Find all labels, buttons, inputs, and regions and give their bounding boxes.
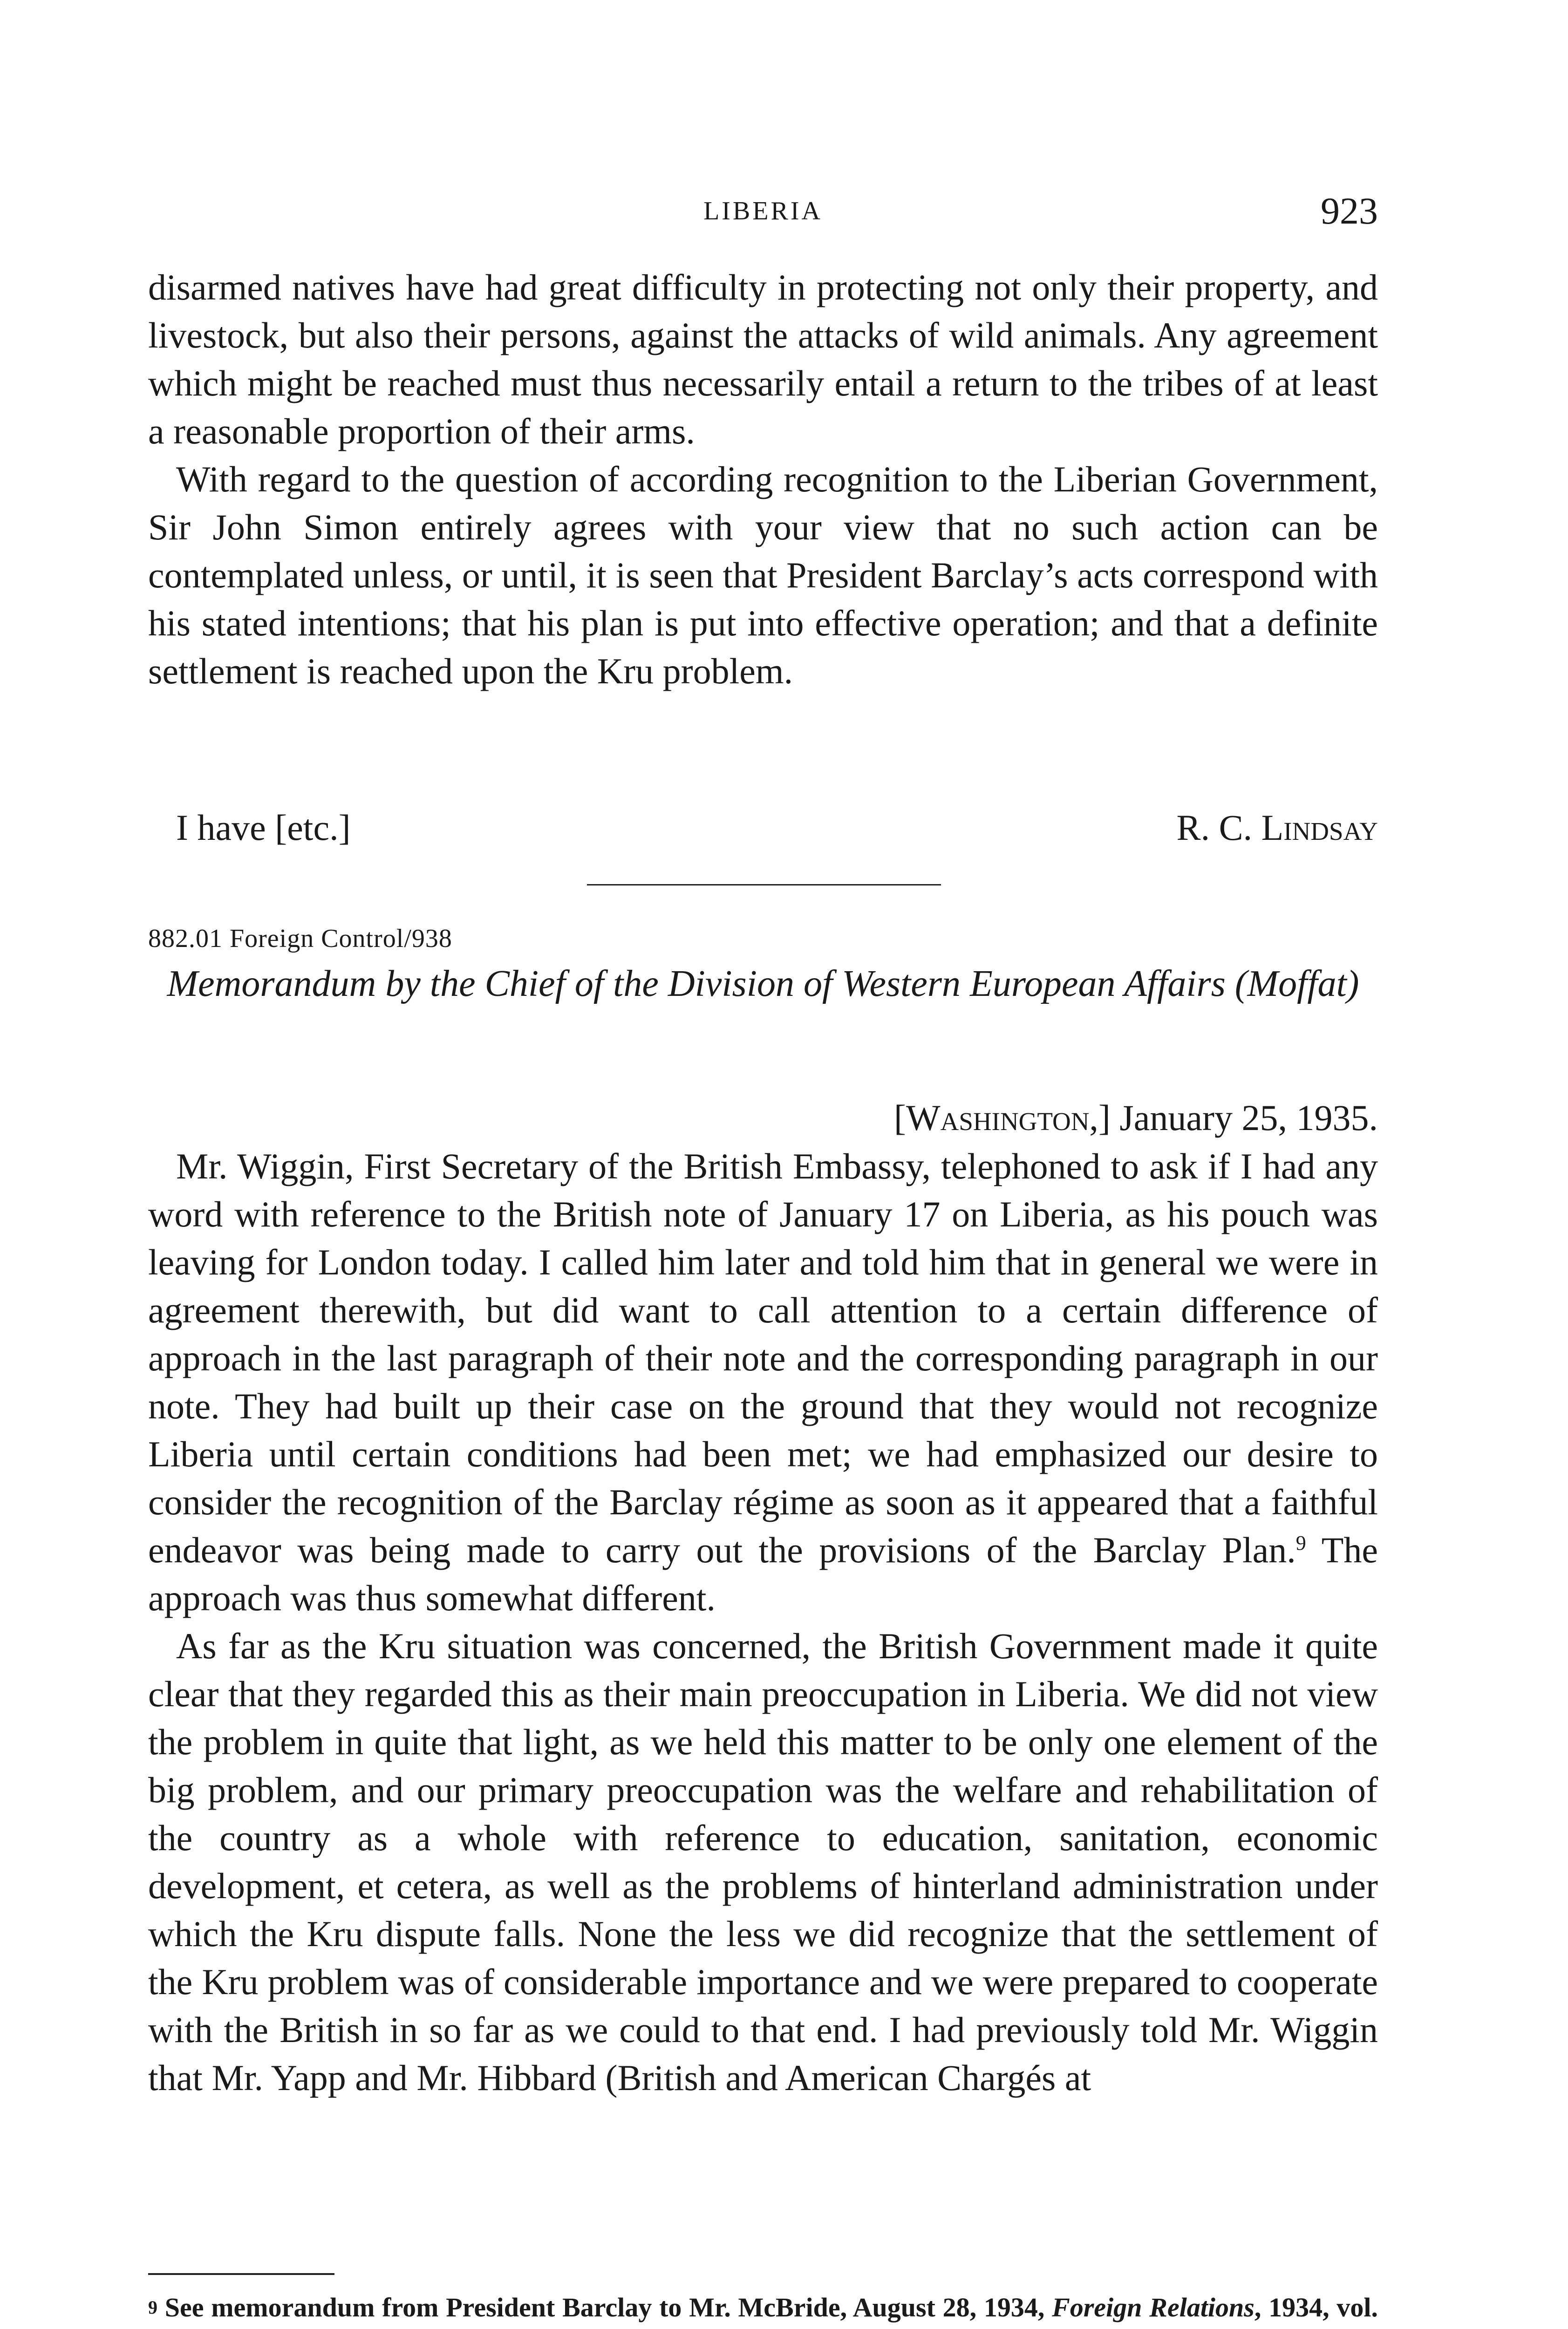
paragraph-text: The approach was thus somewhat different.: [148, 1530, 1378, 1618]
paragraph: disarmed natives have had great difficulty in protecting not only their property, and livestock, but also their persons, against the attacks of wild animals. Any agreement which might be reached must thus necessarily entail a return to the tribes of at least a reasonable proportion of their arms.: [148, 267, 1378, 451]
footnote-text: See memorandum from President Barclay to Mr. McBride, August 28, 1934,: [157, 2292, 1052, 2322]
paragraph: With regard to the question of according recognition to the Liberian Government, Sir John Simon entirely agrees with your view that no such action can be contemplated unless, or until, it is seen that President Barclay’s acts correspond with his stated intentions; that his plan is put into effective operation; and that a definite settlement is reached upon the Kru problem.: [148, 459, 1378, 691]
file-number: 882.01 Foreign Control/938: [148, 924, 452, 953]
section-divider: [587, 884, 941, 885]
dateline: [894, 1094, 1378, 1142]
signer: [1177, 804, 1378, 851]
footnote-mark: 9: [148, 2297, 157, 2318]
footnote-reference[interactable]: 9: [1295, 1532, 1306, 1554]
running-head: [148, 190, 1378, 232]
paragraph: [148, 1142, 1378, 1622]
page-number: 923: [1321, 190, 1378, 232]
dateline-date: January 25, 1935.: [1110, 1097, 1378, 1138]
document-title: Memorandum by the Chief of the Division of Western European Affairs (Moffat): [167, 963, 1359, 1004]
memorandum-body: [148, 1142, 1378, 2102]
footnote-text: , 1934, vol.: [1254, 2292, 1378, 2322]
letter-continuation: [148, 263, 1378, 695]
footnote-divider: [148, 2273, 334, 2275]
closing: I have [etc.]: [176, 807, 351, 848]
footnote-publication: Foreign Relations: [1052, 2292, 1254, 2322]
signer-surname: Lindsay: [1261, 807, 1378, 848]
dateline-place: [Washington,]: [894, 1097, 1111, 1138]
paragraph: As far as the Kru situation was concerned, the British Government made it quite clear that they regarded this as their main preoccupation in Liberia. We did not view the problem in quite that light, as we held this matter to be only one element of the big problem, and our primary preoccupation was the welfare and rehabilitation of the country as a whole with reference to education, sanitation, economic development, et cetera, as well as the problems of hinterland administration under which the Kru dispute falls. None the less we did recognize that the settlement of the Kru problem was of considerable importance and we were prepared to cooperate with the British in so far as we could to that end. I had previously told Mr. Wiggin that Mr. Yapp and Mr. Hibbard (British and American Chargés at: [148, 1626, 1378, 2098]
running-title: LIBERIA: [703, 197, 823, 225]
footnote: [148, 2289, 1378, 2329]
paragraph-text: Mr. Wiggin, First Secretary of the British Embassy, telephoned to ask if I had any word with reference to the British note of January 17 on Liberia, as his pouch was leaving for London today. I called him later and told him that in general we were in agreement therewith, but did want to call attention to a certain difference of approach in the last paragraph of their note and the corresponding paragraph in our note. They had built up their case on the ground that they would not recognize Liberia until certain conditions had been met; we had emphasized our desire to consider the recognition of the Barclay régime as soon as it appeared that a faithful endeavor was being made to carry out the provisions of the Barclay Plan.: [148, 1146, 1378, 1570]
signer-initials: R. C.: [1176, 807, 1261, 848]
